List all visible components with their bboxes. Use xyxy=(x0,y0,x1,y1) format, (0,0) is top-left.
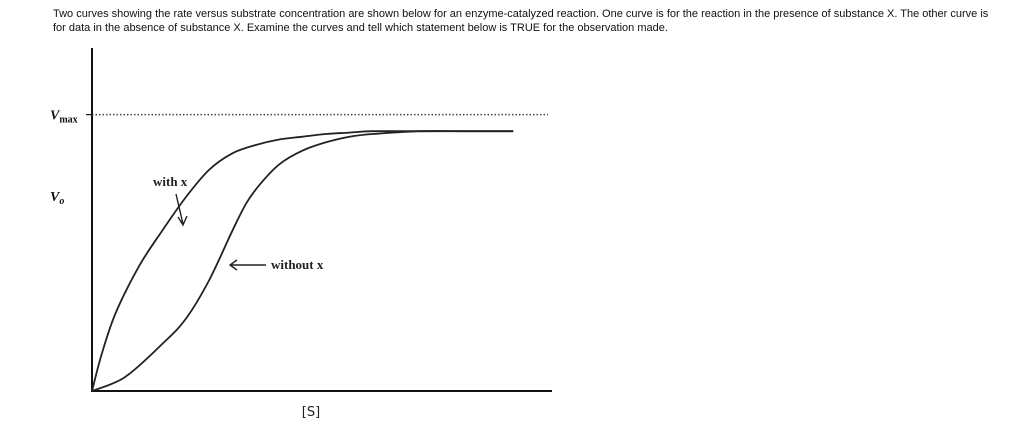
arrow-without-x xyxy=(230,260,266,270)
vmax-label xyxy=(50,109,78,126)
annotation-without-x: without x xyxy=(271,257,324,272)
x-axis-label: [S] xyxy=(301,405,321,420)
y-axis-label-sub: o xyxy=(59,196,65,207)
vmax-label-sub: max xyxy=(59,114,78,126)
y-axis-label-main: V xyxy=(50,190,60,205)
y-axis-label xyxy=(50,190,64,207)
question-text: Two curves showing the rate versus substrate concentration are shown below for an enzyme-catalyzed reaction. One curve is for the reaction in the presence of substance X. The other curve is for data in the absence of substance X. Examine the curves and tell which statement below is TRUE for the observation made. xyxy=(53,8,989,34)
vmax-label-main: V xyxy=(50,108,60,124)
annotation-with-x: with x xyxy=(153,174,188,189)
